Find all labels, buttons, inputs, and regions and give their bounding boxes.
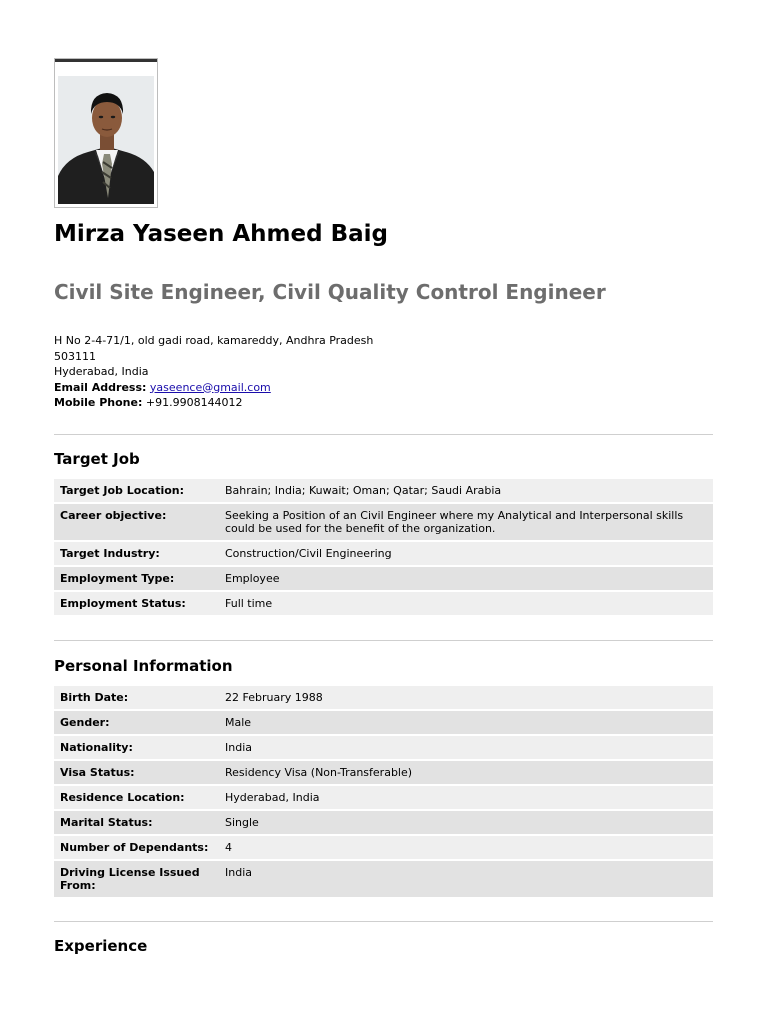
table-row [54,711,713,734]
email-label: Email Address: [54,380,147,394]
portrait-image [58,76,154,204]
table-row [54,761,713,784]
table-row [54,542,713,565]
photo-frame [58,76,154,204]
table-row [54,736,713,759]
table-row [54,479,713,502]
row-label: Nationality: [54,736,219,759]
table-row [54,811,713,834]
row-label: Gender: [54,711,219,734]
row-value: 22 February 1988 [219,686,713,709]
row-value: Bahrain; India; Kuwait; Oman; Qatar; Saudi Arabia [219,479,713,502]
row-label: Employment Status: [54,592,219,615]
row-value: Construction/Civil Engineering [219,542,713,565]
email-row [54,380,373,396]
row-value: Full time [219,592,713,615]
row-label: Driving License Issued From: [54,861,219,897]
target-job-heading: Target Job [54,450,140,468]
experience-heading: Experience [54,937,148,955]
row-value: Seeking a Position of an Civil Engineer where my Analytical and Interpersonal skills could be used for the benefit of the organization. [219,504,713,540]
table-row [54,504,713,540]
row-value: Employee [219,567,713,590]
job-title: Civil Site Engineer, Civil Quality Control Engineer [54,280,606,304]
row-label: Marital Status: [54,811,219,834]
row-label: Residence Location: [54,786,219,809]
row-value: Single [219,811,713,834]
section-divider [54,640,713,641]
table-row [54,567,713,590]
email-link[interactable]: yaseence@gmail.com [149,380,271,394]
table-row [54,786,713,809]
row-label: Birth Date: [54,686,219,709]
profile-photo [54,58,158,208]
row-label: Employment Type: [54,567,219,590]
personal-info-table [54,684,713,899]
row-label: Career objective: [54,504,219,540]
target-job-table [54,477,713,617]
phone-label: Mobile Phone: [54,396,143,409]
table-row [54,836,713,859]
contact-block [54,333,373,411]
section-divider [54,434,713,435]
personal-info-heading: Personal Information [54,657,233,675]
address-line-2: 503111 [54,349,96,363]
phone-row [54,395,373,411]
address-line-3: Hyderabad, India [54,365,149,378]
row-label: Visa Status: [54,761,219,784]
row-value: Residency Visa (Non-Transferable) [219,761,713,784]
row-value: Male [219,711,713,734]
row-value: India [219,861,713,897]
section-divider [54,921,713,922]
candidate-name: Mirza Yaseen Ahmed Baig [54,221,388,247]
row-value: 4 [219,836,713,859]
address-line-1: H No 2-4-71/1, old gadi road, kamareddy, Andhra Pradesh [54,334,374,347]
table-row [54,686,713,709]
row-label: Number of Dependants: [54,836,219,859]
row-value: India [219,736,713,759]
table-row [54,861,713,897]
phone-value: +91.9908144012 [145,396,243,409]
row-label: Target Job Location: [54,479,219,502]
row-label: Target Industry: [54,542,219,565]
row-value: Hyderabad, India [219,786,713,809]
photo-top-border [55,59,157,62]
table-row [54,592,713,615]
